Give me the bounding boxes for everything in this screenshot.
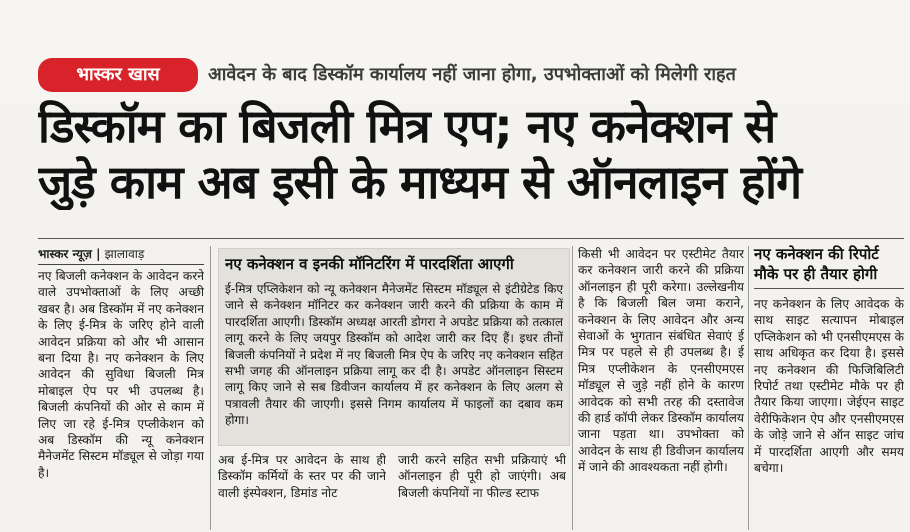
- brand-badge: भास्कर खास: [38, 58, 198, 92]
- byline-city: झालावाड़: [104, 247, 145, 261]
- box-title: नए कनेक्शन व इनकी मॉनिटरिंग में पारदर्शिता आएगी: [225, 255, 514, 273]
- column-3: जारी करने सहित सभी प्रक्रियाएं भी ऑनलाइन ही पूरी हो जाएंगी। अब बिजली कंपनियों ना फील्ड स्टाफ: [398, 453, 566, 500]
- column-2: अब ई-मित्र पर आवेदन के साथ ही डिस्कॉम कर्मियों के स्तर पर की जाने वाली इंस्पेक्शन, डिमांड नोट: [218, 453, 386, 500]
- column-divider-1: [210, 246, 211, 530]
- byline: भास्कर न्यूज़ | झालावाड़: [38, 246, 204, 265]
- headline-line-2: जुड़े काम अब इसी के माध्यम से ऑनलाइन होंगे: [38, 155, 801, 209]
- column-divider-3: [748, 246, 749, 530]
- box-body: ई-मित्र एप्लिकेशन को न्यू कनेक्शन मैनेजमेंट सिस्टम मॉड्यूल से इंटीग्रेटेड किए जाने से कनेक्शन मॉनिटर कर कनेक्शन जारी करने की प्रक्रिया के काम में पारदर्शिता आएगी। डिस्कॉम अध्यक्ष आरती डोगरा ने अपडेट प्रक्रिया को तत्काल लागू करने के लिए जयपुर डिस्कॉम को आदेश जारी कर दिए हैं। इधर तीनों बिजली कंपनियों ने प्रदेश में नए बिजली मित्र ऐप के जरिए नए कनेक्शन सहित सभी जगह की ऑनलाइन प्रक्रिया लागू कर दी है। अपडेट ऑनलाइन सिस्टम लागू किए जाने से सब डिवीजन कार्यालय में हर कनेक्शन के लिए अलग से पत्रावली तैयार की जाएगी। इससे निगम कार्यालय में फाइलों का दबाव कम होगा।: [225, 282, 563, 428]
- kicker-line: आवेदन के बाद डिस्कॉम कार्यालय नहीं जाना होगा, उपभोक्ताओं को मिलेगी राहत: [208, 64, 736, 85]
- column-1: नए बिजली कनेक्शन के आवेदन करने वाले उपभोक्ताओं के लिए अच्छी खबर है। अब डिस्कॉम में नए कनेक्शन के लिए ई-मित्र के जरिए होने वाली आवेदन प्रक्रिया को और भी आसान बना दिया है। नए कनेक्शन के लिए आवेदन की सुविधा बिजली मित्र मोबाइल ऐप पर भी उपलब्ध है। बिजली कंपनियों की ओर से काम में लिए जा रहे ई-मित्र एप्लीकेशन को अब डिस्कॉम की न्यू कनेक्शन मैनेजमेंट सिस्टम मॉड्यूल से जोड़ा गया है।: [38, 269, 204, 480]
- highlight-box: [218, 248, 570, 446]
- right-heading-rule: [754, 288, 904, 289]
- column-divider-2: [572, 246, 573, 530]
- column-4: किसी भी आवेदन पर एस्टीमेट तैयार कर कनेक्शन जारी करने की प्रक्रिया ऑनलाइन ही पूरी करेगा। उल्लेखनीय है कि बिजली बिल जमा कराने, कनेक्शन के लिए आवेदन और अन्य सेवाओं के भुगतान संबंधित सेवाएं ई मित्र पर पहले से ही उपलब्ध है। ई मित्र एप्लीकेशन के एनसीएमएस मॉड्यूल से जुड़े नहीं होने के कारण आवेदक को सभी तरह की दस्तावेज की हार्ड कॉपी लेकर डिस्कॉम कार्यालय जाना पड़ता था। उपभोक्ता को आवेदन के साथ ही डिवीजन कार्यालय में जाने की आवश्यकता नहीं होगी।: [578, 247, 744, 475]
- right-heading: नए कनेक्शन की रिपोर्ट मौके पर ही तैयार होगी: [754, 245, 879, 283]
- byline-source: भास्कर न्यूज़: [38, 247, 92, 261]
- headline-line-1: डिस्कॉम का बिजली मित्र एप; नए कनेक्शन से: [38, 99, 776, 153]
- headline: [38, 98, 904, 210]
- column-5: नए कनेक्शन के लिए आवेदक के साथ साइट सत्यापन मोबाइल एप्लिकेशन को भी एनसीएमएस के साथ अधिकृत कर दिया है। इससे नए कनेक्शन की फिजिबिलिटी रिपोर्ट तथा एस्टीमेट मौके पर ही तैयार किया जाएगा। जेईएन साइट वेरीफिकेशन ऐप और एनसीएमएस के जोड़े जाने से ऑन साइट जांच में पारदर्शिता आएगी और समय बचेगा।: [754, 297, 904, 476]
- headline-rule: [38, 238, 904, 239]
